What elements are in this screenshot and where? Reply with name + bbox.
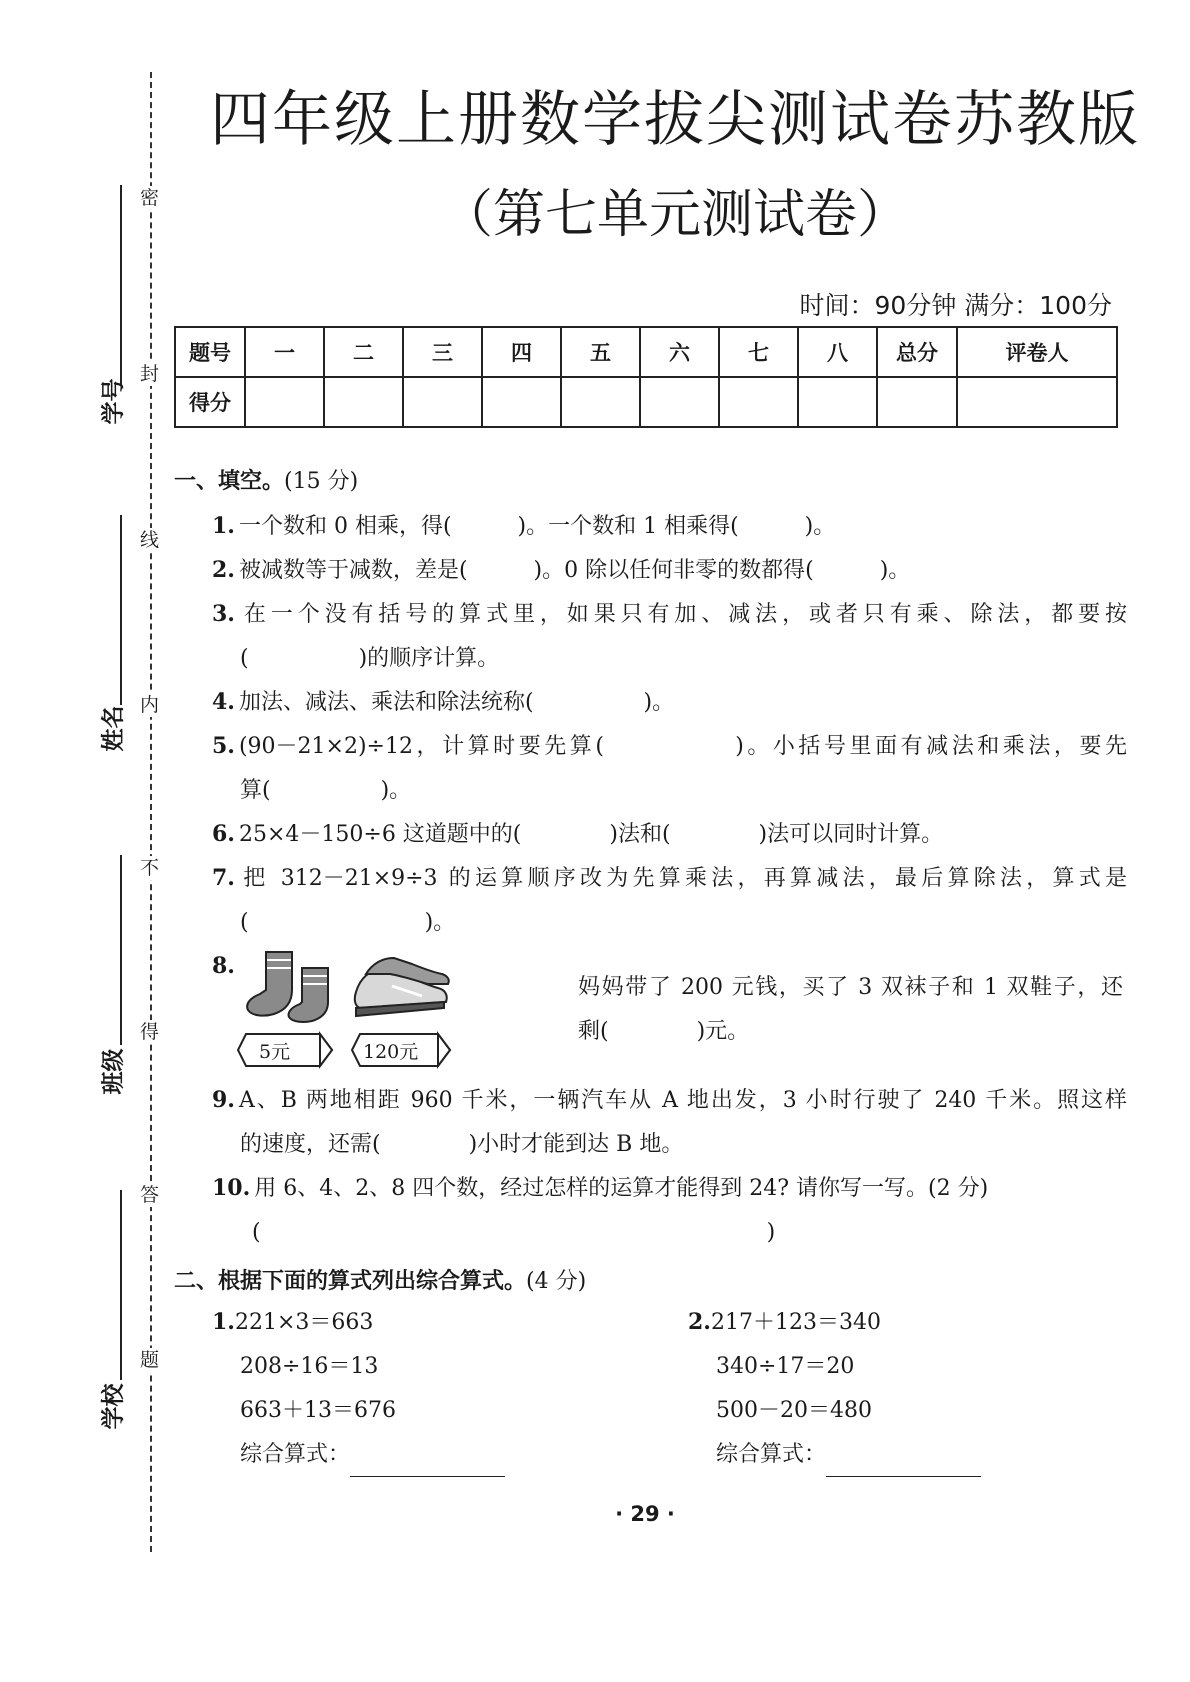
- score-header-cell: 一: [245, 327, 324, 377]
- section1-points: (15 分): [284, 469, 359, 494]
- page-title: 四年级上册数学拔尖测试卷苏教版: [210, 85, 1140, 155]
- question-text-cont: 剩( )元。: [578, 1019, 750, 1044]
- class-label: 班级: [100, 1048, 127, 1095]
- question-number: 6.: [212, 821, 235, 847]
- seal-char-8: 题: [140, 1349, 160, 1371]
- question-text-cont: ( )。: [240, 910, 456, 935]
- school-line[interactable]: [120, 1190, 122, 1380]
- score-table-score-row: [175, 377, 1117, 427]
- section2-points: (4 分): [526, 1269, 587, 1294]
- score-header-cell: 题号: [175, 327, 245, 377]
- score-header-cell: 二: [324, 327, 403, 377]
- seal-char-7: 答: [140, 1184, 160, 1206]
- score-header-cell: 五: [561, 327, 640, 377]
- school-label: 学校: [100, 1383, 127, 1430]
- seal-char-6: 得: [140, 1021, 160, 1043]
- page-subtitle: （第七单元测试卷）: [440, 185, 909, 245]
- question-3[interactable]: [212, 592, 1127, 681]
- question-text: 在一个没有括号的算式里，如果只有加、减法，或者只有乘、除法，都要按: [238, 602, 1127, 627]
- seal-char-2: 封: [140, 363, 160, 385]
- question-1[interactable]: [212, 504, 1127, 549]
- question-2[interactable]: [212, 548, 1127, 593]
- question-text: 加法、减法、乘法和除法统称( )。: [238, 690, 675, 715]
- question-text-cont: ( )的顺序计算。: [240, 646, 500, 671]
- equation-group-1: [212, 1300, 505, 1477]
- combined-formula-label: 综合算式：: [716, 1442, 827, 1467]
- question-10[interactable]: [212, 1166, 1127, 1255]
- question-text: 25×4－150÷6 这道题中的( )法和( )法可以同时计算。: [238, 822, 944, 847]
- equation-line: 663＋13＝676: [240, 1398, 396, 1423]
- equation-line: 208÷16＝13: [240, 1354, 379, 1379]
- time-info: 时间：90分钟 满分：100分: [799, 291, 1112, 320]
- question-7[interactable]: [212, 856, 1127, 945]
- seal-char-4: 内: [140, 694, 160, 716]
- question-text: (90－21×2)÷12，计算时要先算( )。小括号里面有减法和乘法，要先: [238, 734, 1127, 759]
- question-8[interactable]: [578, 966, 1123, 1054]
- score-row-label: 得分: [175, 377, 245, 427]
- question-9[interactable]: [212, 1078, 1127, 1167]
- section2-heading: [174, 1264, 586, 1295]
- equation-group-2: [688, 1300, 981, 1477]
- shoe-price-label: 120元: [363, 1041, 419, 1063]
- group-number: 2.: [688, 1309, 711, 1335]
- section2-title: 二、根据下面的算式列出综合算式。: [174, 1269, 527, 1294]
- score-cell[interactable]: [640, 377, 719, 427]
- question-text: 妈妈带了 200 元钱，买了 3 双袜子和 1 双鞋子，还: [578, 975, 1123, 1000]
- name-label: 姓名: [100, 705, 127, 752]
- score-table: [174, 326, 1118, 428]
- question-number: 2.: [212, 557, 235, 583]
- question-number: 8.: [212, 953, 235, 979]
- student-id-line[interactable]: [120, 185, 122, 385]
- score-cell[interactable]: [324, 377, 403, 427]
- combined-formula-blank[interactable]: [826, 1450, 981, 1477]
- question-text: 用 6、4、2、8 四个数，经过怎样的运算才能得到 24? 请你写一写。(2 分): [254, 1176, 989, 1201]
- shoes-icon: [352, 950, 452, 1026]
- score-cell[interactable]: [482, 377, 561, 427]
- score-cell[interactable]: [798, 377, 877, 427]
- question-6[interactable]: [212, 812, 1127, 857]
- question-text: 一个数和 0 相乘，得( )。一个数和 1 相乘得( )。: [238, 514, 836, 539]
- question-text: 被减数等于减数，差是( )。0 除以任何非零的数都得( )。: [238, 558, 911, 583]
- group-number: 1.: [212, 1309, 235, 1335]
- question-number: 7.: [212, 865, 235, 891]
- seal-char-3: 线: [140, 529, 160, 551]
- question-number: 3.: [212, 601, 235, 627]
- score-cell[interactable]: [957, 377, 1117, 427]
- binding-dashed-line: [150, 72, 152, 1552]
- seal-char-5: 不: [140, 857, 160, 879]
- question-5[interactable]: [212, 724, 1127, 813]
- question-text-cont: 的速度，还需( )小时才能到达 B 地。: [240, 1132, 684, 1157]
- question-number: 5.: [212, 733, 235, 759]
- question-text: A、B 两地相距 960 千米，一辆汽车从 A 地出发，3 小时行驶了 240 千米。照这样: [238, 1088, 1127, 1113]
- score-cell[interactable]: [403, 377, 482, 427]
- score-cell[interactable]: [877, 377, 957, 427]
- score-cell[interactable]: [561, 377, 640, 427]
- sock-price-label: 5元: [259, 1041, 291, 1063]
- score-table-header-row: [175, 327, 1117, 377]
- class-line[interactable]: [120, 855, 122, 1045]
- question-number: 4.: [212, 689, 235, 715]
- question-text-cont: ( ): [252, 1220, 776, 1245]
- page-number: · 29 ·: [615, 1502, 675, 1526]
- question-4[interactable]: [212, 680, 1127, 725]
- student-id-label: 学号: [100, 378, 127, 425]
- combined-formula-blank[interactable]: [350, 1450, 505, 1477]
- question-text-cont: 算( )。: [240, 778, 412, 803]
- score-cell[interactable]: [245, 377, 324, 427]
- section1-heading: [174, 464, 358, 495]
- combined-formula-label: 综合算式：: [240, 1442, 351, 1467]
- score-header-cell: 七: [719, 327, 798, 377]
- equation-line: 340÷17＝20: [716, 1354, 855, 1379]
- equation-line: 500－20＝480: [716, 1398, 872, 1423]
- socks-icon: [236, 948, 346, 1026]
- question-number: 9.: [212, 1087, 235, 1113]
- score-header-cell: 八: [798, 327, 877, 377]
- name-line[interactable]: [120, 515, 122, 705]
- score-header-cell: 四: [482, 327, 561, 377]
- score-header-cell: 评卷人: [957, 327, 1117, 377]
- seal-char-1: 密: [140, 187, 160, 209]
- score-header-cell: 六: [640, 327, 719, 377]
- score-header-cell: 三: [403, 327, 482, 377]
- score-cell[interactable]: [719, 377, 798, 427]
- score-header-cell: 总分: [877, 327, 957, 377]
- section1-title: 一、填空。: [174, 469, 285, 494]
- equation-line: 217＋123＝340: [710, 1310, 881, 1335]
- equation-line: 221×3＝663: [234, 1310, 374, 1335]
- question-number: 1.: [212, 513, 235, 539]
- question-text: 把 312－21×9÷3 的运算顺序改为先算乘法，再算减法，最后算除法，算式是: [238, 866, 1127, 891]
- question-number: 10.: [212, 1175, 251, 1201]
